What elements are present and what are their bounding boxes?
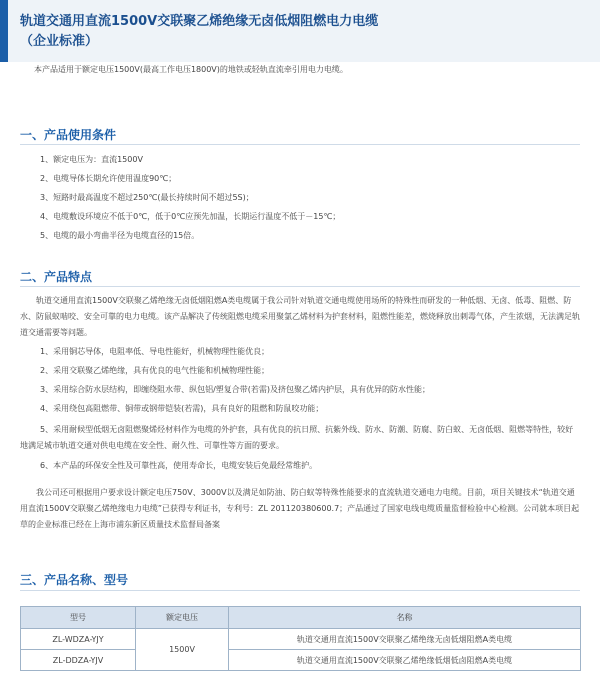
- cell-voltage: 1500V: [136, 629, 229, 671]
- section1-heading: 一、产品使用条件: [20, 128, 117, 142]
- product-table: [20, 606, 581, 671]
- list-item: 1、采用铜芯导体，电阻率低、导电性能好，机械物理性能优良；: [40, 347, 270, 356]
- list-item: 6、本产品的环保安全性及可靠性高，使用寿命长，电缆安装后免最经常维护。: [40, 461, 318, 470]
- page-title-line1: 轨道交通用直流1500V交联聚乙烯绝缘无卤低烟阻燃电力电缆: [20, 14, 379, 29]
- title-accent-bar: [0, 0, 8, 62]
- cell-model: ZL-WDZA-YJY: [21, 629, 136, 650]
- list-item: 5、电缆的最小弯曲半径为电缆直径的15倍。: [40, 231, 200, 240]
- section1-divider: [20, 144, 580, 145]
- column-header-voltage: 额定电压: [136, 607, 229, 629]
- section3-heading: 三、产品名称、型号: [20, 573, 129, 587]
- list-item: 1、额定电压为：直流1500V: [40, 155, 143, 164]
- cell-name: 轨道交通用直流1500V交联聚乙烯绝缘低烟低卤阻燃A类电缆: [229, 650, 581, 671]
- intro-text: 本产品适用于额定电压1500V(最高工作电压1800V)的地铁或轻轨直流牵引用电力电缆。: [34, 65, 348, 74]
- list-item: 5、采用耐候型低烟无卤阻燃聚烯烃材料作为电缆的外护套，具有优良的抗日照、抗紫外线、防水、防潮、防腐、防白蚁、无卤低烟、阻燃等特性，较好地满足城市轨道交通对供电电缆在安全性、耐久性、可靠性等方面的要求。: [20, 425, 574, 450]
- list-item: 2、采用交联聚乙烯绝缘，具有优良的电气性能和机械物理性能；: [40, 366, 270, 375]
- features-closing: 我公司还可根据用户要求设计额定电压750V、3000V以及满足如防油、防白蚁等特殊性能要求的直流轨道交通电力电缆。目前，项目关键技术“轨道交通用直流1500V交联聚乙烯绝缘电力电缆”已获得专利证书，专利号：ZL 201120380600.7；产品通过了国家电线电缆质量监督检验中心检测。公司就本项目起草的企业标准已经在上海市浦东新区质量技术监督局备案: [20, 488, 580, 529]
- list-item: 3、短路时最高温度不超过250℃(最长持续时间不超过5S)；: [40, 193, 254, 202]
- list-item: 2、电缆导体长期允许使用温度90℃；: [40, 174, 177, 183]
- column-header-name: 名称: [229, 607, 581, 629]
- features-list: [20, 346, 580, 479]
- page-title-line2: （企业标准）: [20, 34, 99, 49]
- cell-model: ZL-DDZA-YJV: [21, 650, 136, 671]
- page-title: [20, 12, 378, 52]
- features-intro: 轨道交通用直流1500V交联聚乙烯绝缘无卤低烟阻燃A类电缆属于我公司针对轨道交通电缆使用场所的特殊性而研发的一种低烟、无卤、低毒、阻燃、防水、防鼠蚁啮咬、安全可靠的电力电缆。该产品解决了传统阻燃电缆采用聚氯乙烯材料为护套材料，阻燃性能差，燃烧释放出刺毒气体，产生浓烟，无法满足轨道交通需要等问题。: [20, 296, 580, 337]
- list-item: 3、采用综合防水层结构，即缠绕阻水带、纵包铝/塑复合带(若需)及挤包聚乙烯内护层，具有优异的防水性能；: [40, 385, 431, 394]
- table-row: [21, 650, 581, 671]
- list-item: 4、采用绕包高阻燃带、铜带或钢带铠装(若需)，具有良好的阻燃和防鼠咬功能；: [40, 404, 324, 413]
- section2-divider: [20, 286, 580, 287]
- list-item: 4、电缆敷设环境应不低于0℃，低于0℃应预先加温，长期运行温度不低于－15℃；: [40, 212, 341, 221]
- cell-name: 轨道交通用直流1500V交联聚乙烯绝缘无卤低烟阻燃A类电缆: [229, 629, 581, 650]
- title-banner: [0, 0, 600, 62]
- section2-heading: 二、产品特点: [20, 270, 93, 284]
- table-header-row: [21, 607, 581, 629]
- column-header-model: 型号: [21, 607, 136, 629]
- section3-divider: [20, 590, 580, 591]
- usage-conditions-list: [40, 154, 340, 249]
- table-row: [21, 629, 581, 650]
